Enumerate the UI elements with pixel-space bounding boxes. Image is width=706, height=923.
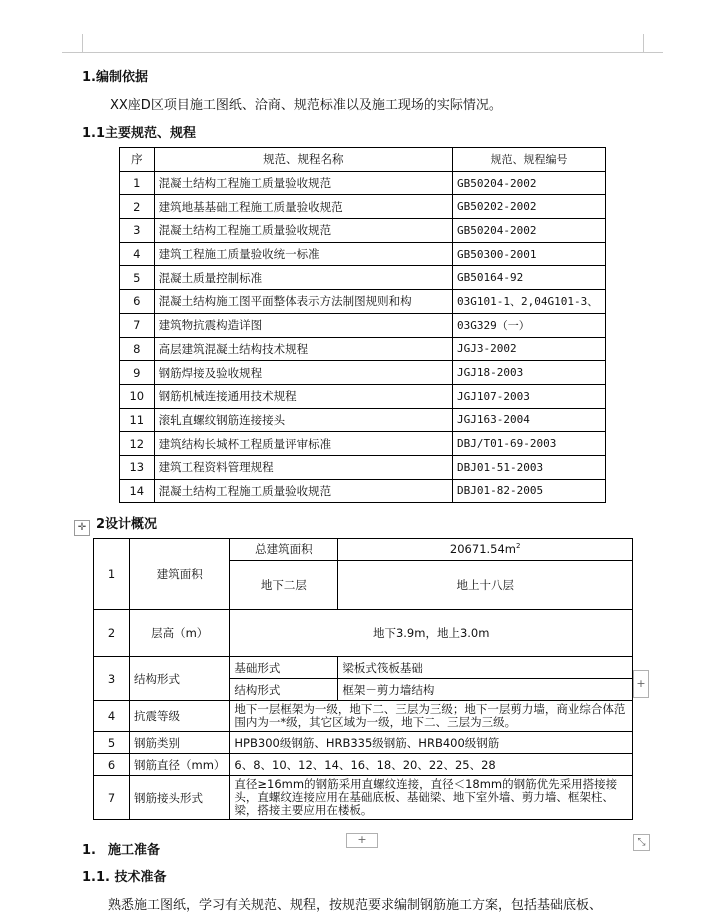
table-row xyxy=(94,732,633,754)
cell-index[interactable]: 9 xyxy=(120,361,155,385)
paragraph-basis[interactable]: XX座D区项目施工图纸、洽商、规范标准以及施工现场的实际情况。 xyxy=(110,98,502,113)
cell-name[interactable]: 高层建筑混凝土结构技术规程 xyxy=(154,337,452,361)
cell-index[interactable]: 6 xyxy=(120,290,155,314)
cell-foundation-label[interactable]: 基础形式 xyxy=(230,657,338,679)
cell-name[interactable]: 建筑地基基础工程施工质量验收规范 xyxy=(154,195,452,219)
total-area-number: 20671.54m xyxy=(449,542,516,557)
cell-above-ground[interactable]: 地上十八层 xyxy=(338,560,633,609)
cell-rebar-diameter[interactable]: 6、8、10、12、14、16、18、20、22、25、28 xyxy=(230,754,633,776)
table-row xyxy=(120,408,606,432)
cell-name[interactable]: 混凝土结构工程施工质量验收规范 xyxy=(154,479,452,503)
cell-label[interactable]: 层高（m） xyxy=(130,610,230,657)
table-move-handle-icon[interactable]: ✛ xyxy=(74,520,90,536)
cell-total-area-value[interactable] xyxy=(338,539,633,561)
cell-label[interactable]: 建筑面积 xyxy=(130,539,230,610)
table-row xyxy=(120,479,606,503)
table-row xyxy=(120,455,606,479)
add-row-plus-icon[interactable]: + xyxy=(346,833,378,848)
design-overview-table[interactable] xyxy=(93,538,633,820)
margin-mark-top-left-h xyxy=(62,52,82,53)
margin-mark-top-right-v xyxy=(643,34,644,52)
cell-code[interactable]: JGJ18-2003 xyxy=(453,361,606,385)
cell-name[interactable]: 建筑工程资料管理规程 xyxy=(154,455,452,479)
heading-standards: 1.1主要规范、规程 xyxy=(82,126,197,141)
margin-mark-top-left-v xyxy=(82,34,83,52)
cell-index[interactable]: 6 xyxy=(94,754,130,776)
header-name[interactable]: 规范、规程名称 xyxy=(154,148,452,172)
table-row xyxy=(120,171,606,195)
cell-code[interactable]: 03G329（一） xyxy=(453,313,606,337)
cell-index[interactable]: 3 xyxy=(120,219,155,243)
standards-table[interactable] xyxy=(119,147,606,503)
table-row xyxy=(120,337,606,361)
table-row xyxy=(120,384,606,408)
cell-rebar-type[interactable]: HPB300级钢筋、HRB335级钢筋、HRB400级钢筋 xyxy=(230,732,633,754)
cell-code[interactable]: GB50202-2002 xyxy=(453,195,606,219)
add-column-plus-icon[interactable]: + xyxy=(633,670,649,698)
cell-index[interactable]: 4 xyxy=(120,242,155,266)
cell-code[interactable]: DBJ/T01-69-2003 xyxy=(453,432,606,456)
heading-basis: 1.编制依据 xyxy=(82,70,148,85)
cell-index[interactable]: 7 xyxy=(120,313,155,337)
cell-below-ground[interactable]: 地下二层 xyxy=(230,560,338,609)
cell-label[interactable]: 钢筋接头形式 xyxy=(130,776,230,820)
cell-index[interactable]: 1 xyxy=(94,539,130,610)
cell-index[interactable]: 4 xyxy=(94,701,130,732)
table-row xyxy=(120,242,606,266)
table-row xyxy=(94,754,633,776)
cell-name[interactable]: 钢筋机械连接通用技术规程 xyxy=(154,384,452,408)
cell-rebar-joint[interactable]: 直径≥16mm的钢筋采用直螺纹连接，直径＜18mm的钢筋优先采用搭接接头，直螺纹连接应用在基础底板、基础梁、地下室外墙、剪力墙、框架柱、梁，搭接主要应用在楼板。 xyxy=(230,776,633,820)
cell-name[interactable]: 钢筋焊接及验收规程 xyxy=(154,361,452,385)
table-row xyxy=(94,539,633,561)
cell-code[interactable]: GB50204-2002 xyxy=(453,171,606,195)
cell-index[interactable]: 5 xyxy=(94,732,130,754)
table-row xyxy=(120,361,606,385)
heading-num: 1. xyxy=(82,843,96,858)
cell-structure-label[interactable]: 结构形式 xyxy=(230,679,338,701)
cell-label[interactable]: 结构形式 xyxy=(130,657,230,701)
cell-code[interactable]: GB50204-2002 xyxy=(453,219,606,243)
cell-index[interactable]: 14 xyxy=(120,479,155,503)
cell-code[interactable]: JGJ163-2004 xyxy=(453,408,606,432)
total-area-unit-sup: 2 xyxy=(516,542,521,551)
cell-index[interactable]: 10 xyxy=(120,384,155,408)
table-row xyxy=(120,266,606,290)
header-index[interactable]: 序 xyxy=(120,148,155,172)
cell-name[interactable]: 混凝土结构工程施工质量验收规范 xyxy=(154,171,452,195)
table-header-row xyxy=(120,148,606,172)
cell-index[interactable]: 13 xyxy=(120,455,155,479)
cell-code[interactable]: DBJ01-51-2003 xyxy=(453,455,606,479)
cell-name[interactable]: 混凝土结构工程施工质量验收规范 xyxy=(154,219,452,243)
cell-code[interactable]: GB50300-2001 xyxy=(453,242,606,266)
table-row xyxy=(120,290,606,314)
heading-technical-prep: 1.1. 技术准备 xyxy=(82,870,167,885)
cell-index[interactable]: 3 xyxy=(94,657,130,701)
cell-code[interactable]: JGJ3-2002 xyxy=(453,337,606,361)
cell-seismic-grade[interactable]: 地下一层框架为一级，地下二、三层为三级；地下一层剪力墙，商业综合体范围内为一*级，其它区域为一级，地下二、三层为三级。 xyxy=(230,701,633,732)
table-resize-icon[interactable]: ⤡ xyxy=(633,834,650,851)
page-top-boundary xyxy=(82,52,643,53)
cell-index[interactable]: 7 xyxy=(94,776,130,820)
table-row xyxy=(120,432,606,456)
cell-index[interactable]: 12 xyxy=(120,432,155,456)
heading-text: 2设计概况 xyxy=(95,517,158,532)
cell-index[interactable]: 8 xyxy=(120,337,155,361)
table-row xyxy=(120,195,606,219)
table-row xyxy=(120,313,606,337)
cell-foundation-value[interactable]: 梁板式筏板基础 xyxy=(338,657,633,679)
heading-construction-prep xyxy=(82,839,160,858)
paragraph-technical-prep[interactable]: 熟悉施工图纸，学习有关规范、规程，按规范要求编制钢筋施工方案，包括基础底板、 xyxy=(108,898,603,913)
margin-mark-top-right-h xyxy=(643,52,663,53)
cell-name[interactable]: 建筑工程施工质量验收统一标准 xyxy=(154,242,452,266)
table-row xyxy=(94,701,633,732)
cell-structure-value[interactable]: 框架－剪力墙结构 xyxy=(338,679,633,701)
cell-label[interactable]: 钢筋类别 xyxy=(130,732,230,754)
cell-index[interactable]: 2 xyxy=(94,610,130,657)
cell-index[interactable]: 2 xyxy=(120,195,155,219)
cell-code[interactable]: DBJ01-82-2005 xyxy=(453,479,606,503)
cell-index[interactable]: 1 xyxy=(120,171,155,195)
table-row xyxy=(94,776,633,820)
cell-label[interactable]: 抗震等级 xyxy=(130,701,230,732)
cell-name[interactable]: 混凝土结构施工图平面整体表示方法制图规则和构 xyxy=(154,290,452,314)
cell-name[interactable]: 混凝土质量控制标准 xyxy=(154,266,452,290)
heading-design-overview xyxy=(82,513,157,532)
cell-label[interactable]: 钢筋直径（mm） xyxy=(130,754,230,776)
table-row xyxy=(94,657,633,679)
header-code[interactable]: 规范、规程编号 xyxy=(453,148,606,172)
cell-total-area-label[interactable]: 总建筑面积 xyxy=(230,539,338,561)
cell-index[interactable]: 5 xyxy=(120,266,155,290)
cell-name[interactable]: 滚轧直螺纹钢筋连接接头 xyxy=(154,408,452,432)
heading-text: 施工准备 xyxy=(107,843,160,858)
cell-code[interactable]: GB50164-92 xyxy=(453,266,606,290)
cell-floor-height[interactable]: 地下3.9m，地上3.0m xyxy=(230,610,633,657)
cell-index[interactable]: 11 xyxy=(120,408,155,432)
cell-code[interactable]: JGJ107-2003 xyxy=(453,384,606,408)
cell-name[interactable]: 建筑结构长城杯工程质量评审标准 xyxy=(154,432,452,456)
table-row xyxy=(120,219,606,243)
cell-name[interactable]: 建筑物抗震构造详图 xyxy=(154,313,452,337)
cell-code[interactable]: 03G101-1、2,04G101-3、 xyxy=(453,290,606,314)
table-row xyxy=(94,610,633,657)
